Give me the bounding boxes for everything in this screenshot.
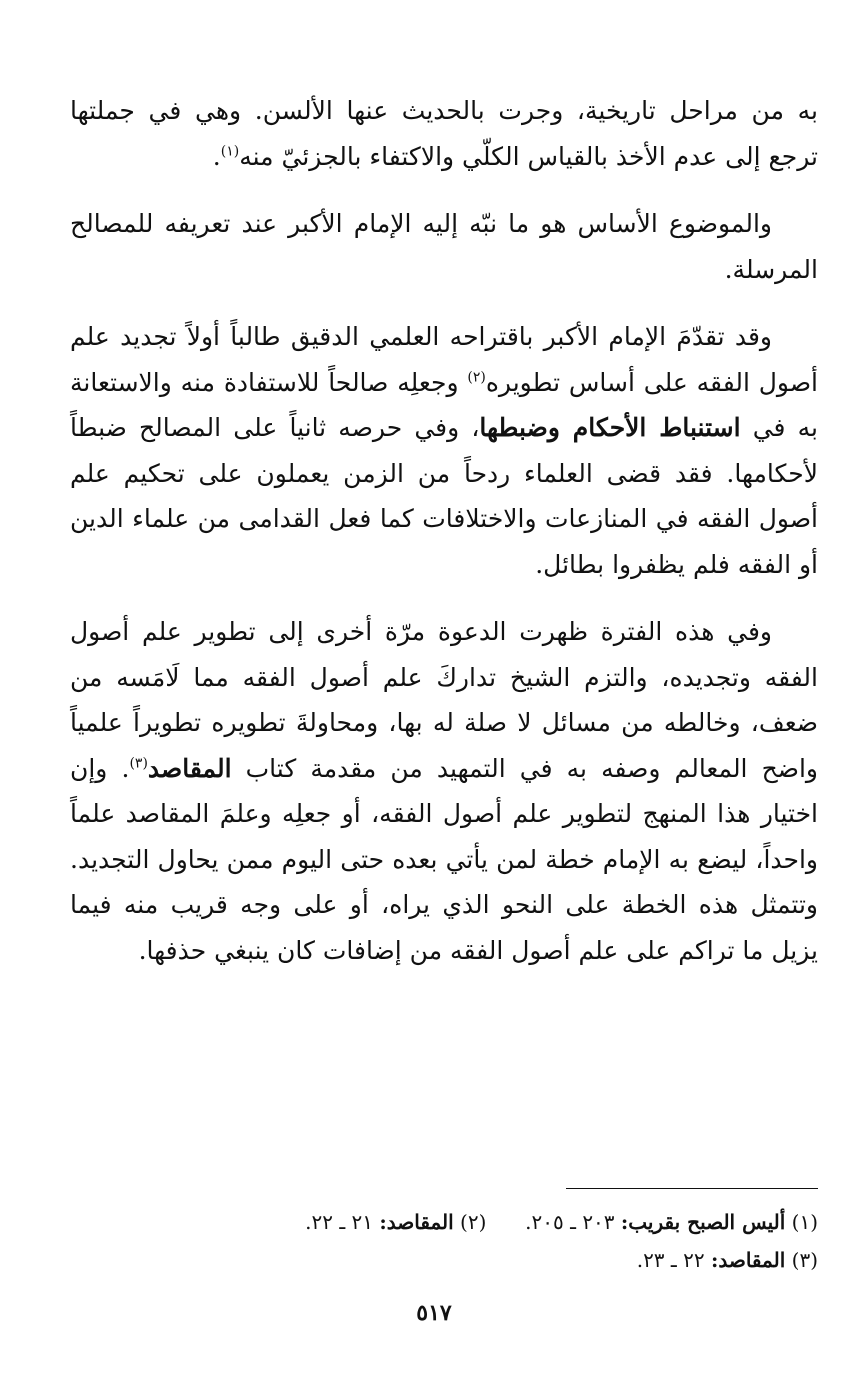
footnote-number: (٢) [460,1210,487,1234]
paragraph [70,314,818,587]
page-number: ٥١٧ [416,1300,452,1326]
footnote-pages: ٢٠٣ ـ ٢٠٥. [525,1210,615,1234]
bold-phrase: استنباط الأحكام وضبطها [479,413,741,442]
footnote-line [70,1203,818,1241]
footnote-marker: (٣) [129,755,148,772]
text-run: . وإن اختيار هذا المنهج لتطوير علم أصول الفقه، أو جعلِه وعلمَ المقاصد علماً واحداً، ليضع به الإمام خطة لمن يأتي بعده حتى اليوم ممن يحاول التجديد. وتتمثل هذه الخطة على النحو الذي يراه، أو على وجه قريب منه فيما يزيل ما تراكم على علم أصول الفقه من إضافات كان ينبغي حذفها. [70,753,818,965]
paragraph [70,88,818,179]
text-run: وجعلِه صالحاً للاستفادة منه والاستعانة به في [70,367,818,442]
footnote-pages: ٢١ ـ ٢٢. [305,1210,374,1234]
body-text [70,88,818,973]
footnote-marker: (٢) [467,369,486,386]
text-run: ، وفي حرصه ثانياً على المصالح ضبطاً لأحكامها. فقد قضى العلماء ردحاً من الزمن يعملون على تحكيم علم أصول الفقه في المنازعات والاختلافات كما فعل القدامى من علماء الدين أو الفقه فلم يظفروا بطائل. [70,413,818,579]
footnotes [70,1203,818,1279]
footnote-number: (٣) [791,1248,818,1272]
text-run: وقد تقدّمَ الإمام الأكبر باقتراحه العلمي الدقيق طالباً أولاً تجديد علم أصول الفقه على أساس تطويره [70,322,818,397]
footnote-source-title: المقاصد: [710,1248,786,1272]
footnote-number: (١) [791,1210,818,1234]
footnote-line [70,1241,818,1279]
footnote-pages: ٢٢ ـ ٢٣. [636,1248,705,1272]
paragraph [70,609,818,973]
footnote-separator [566,1188,818,1189]
text-run: به من مراحل تاريخية، وجرت بالحديث عنها الألسن. وهي في جملتها ترجع إلى عدم الأخذ بالقياس الكلّي والاكتفاء بالجزئيّ منه [70,96,818,171]
text-run: . [212,141,221,171]
text-run: وفي هذه الفترة ظهرت الدعوة مرّة أخرى إلى تطوير علم أصول الفقه وتجديده، والتزم الشيخ تداركَ علم أصول الفقه مما لَامَسه من ضعف، وخالطه من مسائل لا صلة له بها، ومحاولةَ تطويره تطويراً علمياً واضح المعالم وصفه به في التمهيد من مقدمة كتاب [70,617,818,783]
bold-phrase: المقاصد [147,753,232,783]
footnote-marker: (١) [220,143,240,160]
footnote-source-title: أليس الصبح بقريب: [620,1210,786,1234]
paragraph [70,201,818,292]
text-run: والموضوع الأساس هو ما نبّه إليه الإمام الأكبر عند تعريفه للمصالح المرسلة. [70,209,818,284]
footnote-source-title: المقاصد: [379,1210,454,1234]
